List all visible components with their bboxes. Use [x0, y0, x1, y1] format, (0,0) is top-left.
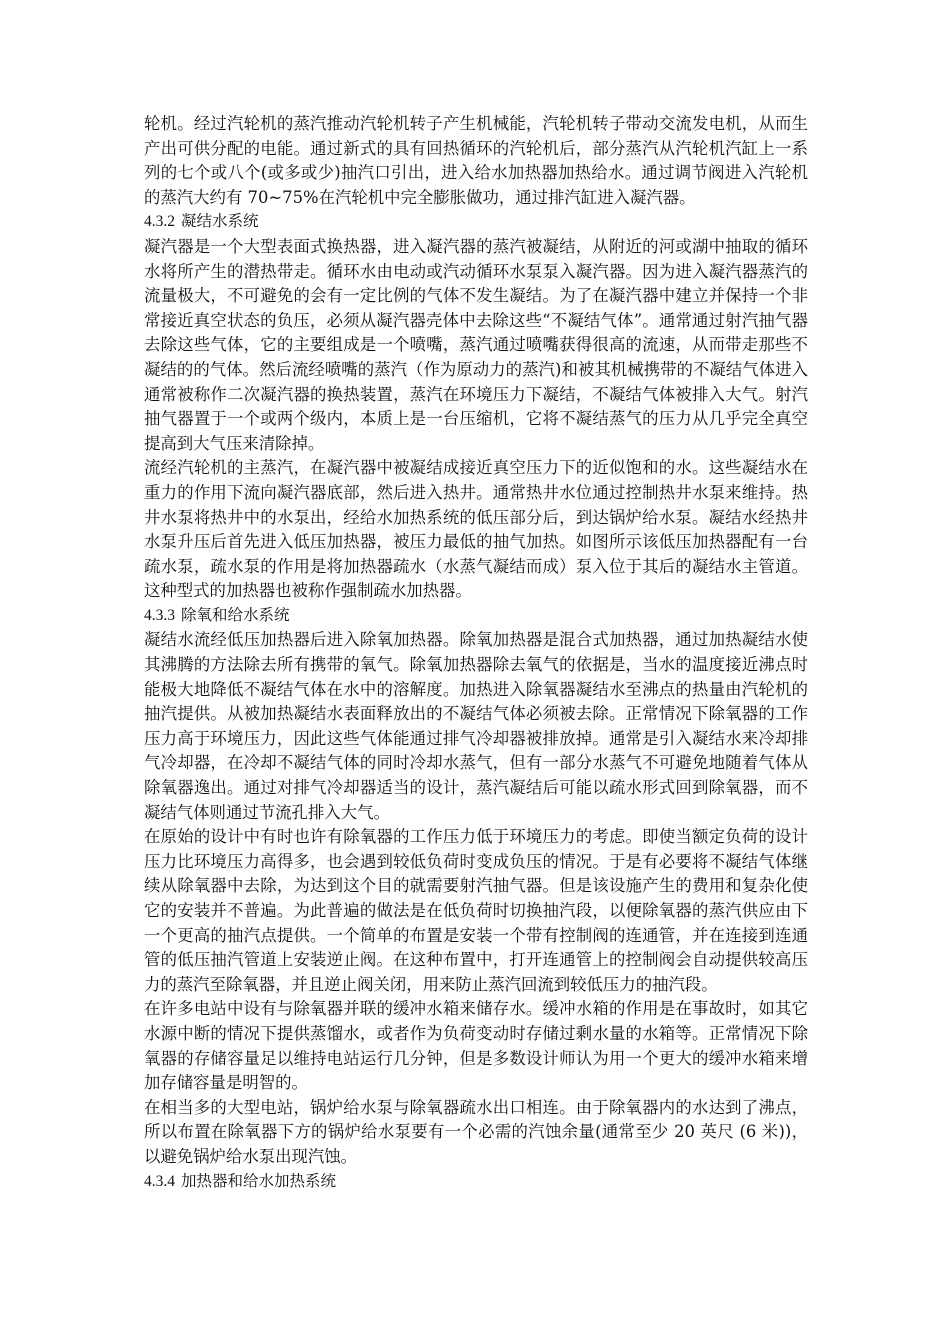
- section-number: 4.3.2: [144, 213, 175, 231]
- paragraph-deaerator-pressure: 在原始的设计中有时也许有除氧器的工作压力低于环境压力的考虑。即使当额定负荷的设计压力比环境压力高得多，也会遇到较低负荷时变成负压的情况。于是有必要将不凝结气体继续从除氧器中去除，为达到这个目的就需要射汽抽气器。但是该设施产生的费用和复杂化使它的安装并不普遍。为此普遍的做法是在低负荷时切换抽汽段，以便除氧器的蒸汽供应由下一个更高的抽汽点提供。一个简单的布置是安装一个带有控制阀的连通管，并在连接到连通管的低压抽汽管道上安装逆止阀。在这种布置中，打开连通管上的控制阀会自动提供较高压力的蒸汽至除氧器，并且逆止阀关闭，用来防止蒸汽回流到较低压力的抽汽段。: [144, 827, 808, 994]
- section-title: 凝结水系统: [181, 213, 259, 231]
- section-number: 4.3.3: [144, 606, 175, 624]
- section-heading-4-3-2: [144, 210, 808, 235]
- paragraph-surge-tank: 在许多电站中设有与除氧器并联的缓冲水箱来储存水。缓冲水箱的作用是在事故时，如其它水源中断的情况下提供蒸馏水，或者作为负荷变动时存储过剩水量的水箱等。正常情况下除氧器的存储容量足以维持电站运行几分钟，但是多数设计师认为用一个更大的缓冲水箱来增加存储容量是明智的。: [144, 999, 808, 1093]
- section-heading-4-3-4: [144, 1170, 808, 1195]
- section-title: 除氧和给水系统: [181, 606, 290, 624]
- paragraph-condensate-flow: 流经汽轮机的主蒸汽，在凝汽器中被凝结成接近真空压力下的近似饱和的水。这些凝结水在重力的作用下流向凝汽器底部，然后进入热井。通常热井水位通过控制热井水泵来维持。热井水泵将热井中的水泵出，经给水加热系统的低压部分后，到达锅炉给水泵。凝结水经热井水泵升压后首先进入低压加热器，被压力最低的抽气加热。如图所示该低压加热器配有一台疏水泵，疏水泵的作用是将加热器疏水（水蒸气凝结而成）泵入位于其后的凝结水主管道。这种型式的加热器也被称作强制疏水加热器。: [144, 458, 808, 601]
- paragraph-turbine-steam: 轮机。经过汽轮机的蒸汽推动汽轮机转子产生机械能，汽轮机转子带动交流发电机，从而生产出可供分配的电能。通过新式的具有回热循环的汽轮机后，部分蒸汽从汽轮机汽缸上一系列的七个或八个(或多或少)抽汽口引出，进入给水加热器加热给水。通过调节阀进入汽轮机的蒸汽大约有 70~75%在汽轮机中完全膨胀做功，通过排汽缸进入凝汽器。: [144, 114, 808, 207]
- document-page: [144, 112, 808, 1194]
- section-title: 加热器和给水加热系统: [181, 1172, 337, 1190]
- section-number: 4.3.4: [144, 1172, 175, 1190]
- paragraph-feedwater-pump: 在相当多的大型电站，锅炉给水泵与除氧器疏水出口相连。由于除氧器内的水达到了沸点，所以布置在除氧器下方的锅炉给水泵要有一个必需的汽蚀余量(通常至少 20 英尺 (6 米))，以避免锅炉给水泵出现汽蚀。: [144, 1097, 808, 1166]
- section-heading-4-3-3: [144, 604, 808, 629]
- paragraph-deaerator: 凝结水流经低压加热器后进入除氧加热器。除氧加热器是混合式加热器，通过加热凝结水使其沸腾的方法除去所有携带的氧气。除氧加热器除去氧气的依据是，当水的温度接近沸点时能极大地降低不凝结气体在水中的溶解度。加热进入除氧器凝结水至沸点的热量由汽轮机的抽汽提供。从被加热凝结水表面释放出的不凝结气体必须被去除。正常情况下除氧器的工作压力高于环境压力，因此这些气体能通过排气冷却器被排放掉。通常是引入凝结水来冷却排气冷却器，在冷却不凝结气体的同时冷却水蒸气，但有一部分水蒸气不可避免地随着气体从除氧器逸出。通过对排气冷却器适当的设计，蒸汽凝结后可能以疏水形式回到除氧器，而不凝结气体则通过节流孔排入大气。: [144, 630, 808, 822]
- paragraph-condenser: 凝汽器是一个大型表面式换热器，进入凝汽器的蒸汽被凝结，从附近的河或湖中抽取的循环水将所产生的潜热带走。循环水由电动或汽动循环水泵泵入凝汽器。因为进入凝汽器蒸汽的流量极大，不可避免的会有一定比例的气体不发生凝结。为了在凝汽器中建立并保持一个非常接近真空状态的负压，必须从凝汽器壳体中去除这些“不凝结气体”。通常通过射汽抽气器去除这些气体，它的主要组成是一个喷嘴，蒸汽通过喷嘴获得很高的流速，从而带走那些不凝结的的气体。然后流经喷嘴的蒸汽（作为原动力的蒸汽)和被其机械携带的不凝结气体进入通常被称作二次凝汽器的换热装置，蒸汽在环境压力下凝结，不凝结气体被排入大气。射汽抽气器置于一个或两个级内，本质上是一台压缩机，它将不凝结蒸气的压力从几乎完全真空提高到大气压来清除掉。: [144, 236, 808, 453]
